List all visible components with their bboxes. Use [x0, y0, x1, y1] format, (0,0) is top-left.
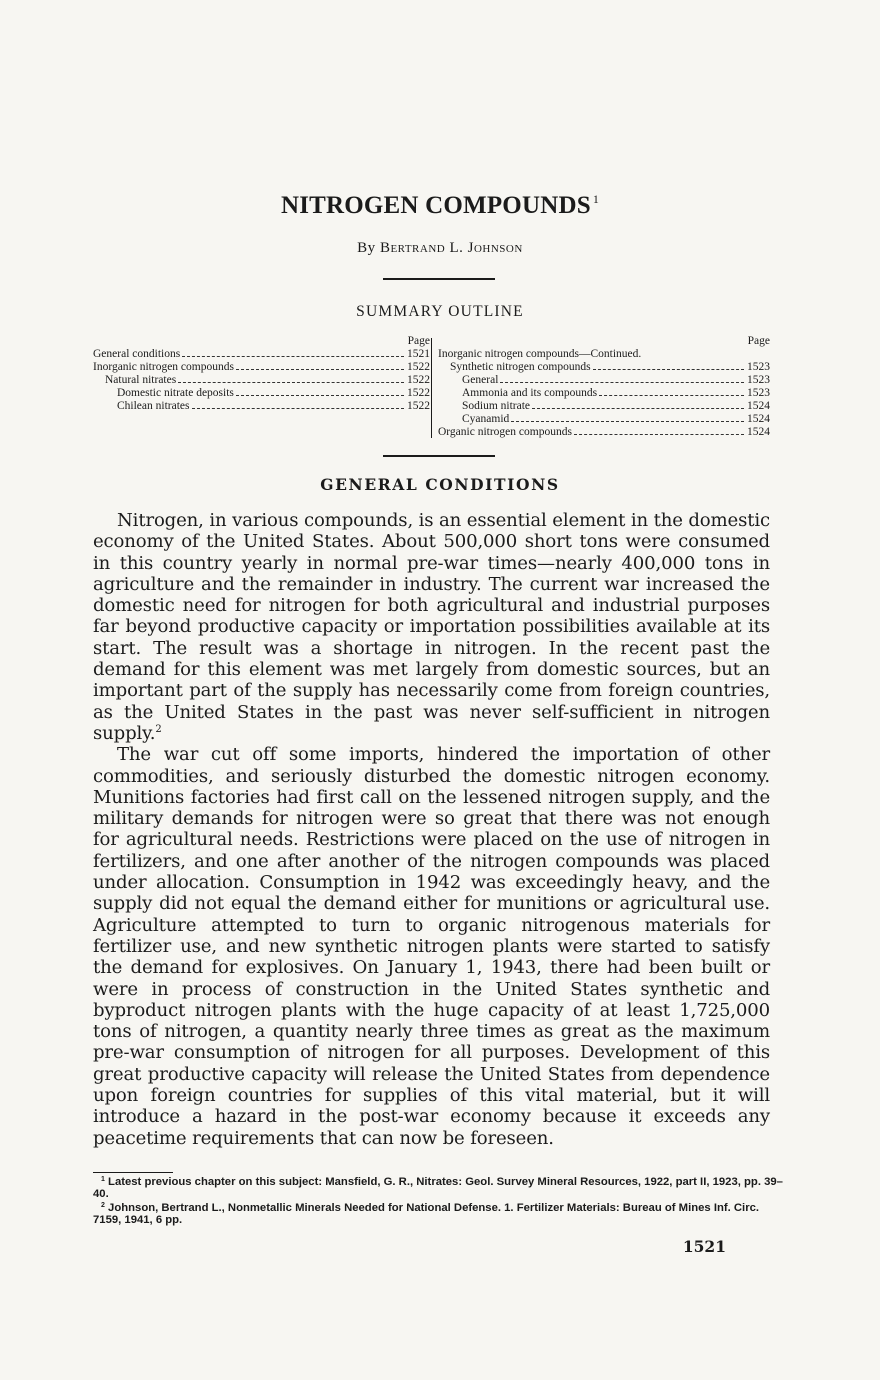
outline-column-divider: [431, 338, 432, 438]
leader-dots: [192, 408, 405, 409]
outline-entry: Chilean nitrates 1522: [117, 400, 430, 412]
byline: [0, 240, 880, 257]
title-footnote-marker: 1: [592, 192, 600, 206]
leader-dots: [593, 369, 744, 370]
outline-right-column: [438, 335, 770, 439]
leader-dots: [599, 395, 744, 396]
outline-entry: Organic nitrogen compounds 1524: [438, 426, 770, 438]
leader-dots: [178, 382, 404, 383]
outline-entry: Natural nitrates 1522: [105, 374, 430, 386]
outline-heading: SUMMARY OUTLINE: [356, 303, 524, 320]
footnote: $^2$ Johnson, Bertrand L., Nonmetallic Minerals Needed for National Defense. 1. Fertilizer Materials: Bureau of Mines Inf. Circ. 7159, 1941, 6 pp.: [93, 1202, 760, 1226]
paragraph: The war cut off some imports, hindered the importation of other commodities, and seriously disturbed the domestic nitrogen economy. Munitions factories had first call on the lessened nitrogen supply, and the military demands for nitrogen were so great that there was not enough for agricultural needs. Restrictions were placed on the use of nitrogen in fertilizers, and one after another of the nitrogen compounds was placed under allocation. Consumption in 1942 was exceedingly heavy, and the supply did not equal the demand either for munitions or agricultural use. Agriculture attempted to turn to organic nitrogenous materials for fertilizer use, and new synthetic nitrogen plants were started to satisfy the demand for explosives. On January 1, 1943, there had been built or were in process of construction in the United States synthetic and byproduct nitrogen plants with the huge capacity of at least 1,725,000 tons of nitrogen, a quantity nearly three times as great as the maximum pre-war consumption of nitrogen for all purposes. Development of this great productive capacity will release the United States from dependence upon foreign countries for supplies of this vital material, but it will introduce a hazard in the post-war economy because it exceeds any peacetime requirements that can now be foreseen.: [93, 744, 770, 1149]
leader-dots: [511, 421, 744, 422]
divider-top: [383, 278, 495, 280]
leader-dots: [236, 395, 404, 396]
outline-entry: Sodium nitrate 1524: [462, 400, 770, 412]
outline-entry: Ammonia and its compounds 1523: [462, 387, 770, 399]
author-name: Bertrand L. Johnson: [379, 240, 523, 256]
outline-continued: Inorganic nitrogen compounds—Continued.: [438, 348, 642, 360]
outline-entry: General conditions 1521: [93, 348, 430, 360]
page-number: 1521: [682, 1237, 726, 1256]
title-text: NITROGEN COMPOUNDS: [280, 192, 591, 219]
section-body: [93, 510, 770, 1149]
footnotes: [93, 1174, 783, 1226]
divider-middle: [383, 455, 495, 457]
byline-prefix: By: [357, 240, 376, 256]
footnote: $^1$ Latest previous chapter on this subject: Mansfield, G. R., Nitrates: Geol. Survey Mineral Resources, 1922, part II, 1923, pp. 39–40.: [93, 1176, 783, 1200]
outline-entry: General 1523: [462, 374, 770, 386]
paragraph: Nitrogen, in various compounds, is an essential element in the domestic economy of the United States. About 500,000 short tons were consumed in this country yearly in normal pre-war times—nearly 400,000 tons in agriculture and the remainder in industry. The current war increased the domestic need for nitrogen for both agricultural and industrial purposes far beyond productive capacity or importation possibilities available at its start. The result was a shortage in nitrogen. In the recent past the demand for this element was met largely from domestic sources, but an important part of the supply has necessarily come from foreign countries, as the United States in the past was never self-sufficient in nitrogen supply.$^2$: [93, 510, 770, 744]
outline-entry: Inorganic nitrogen compounds 1522: [93, 361, 430, 373]
footnote-rule: [93, 1172, 173, 1173]
page-title: [0, 192, 880, 220]
leader-dots: [500, 382, 744, 383]
page-column-label: Page: [407, 335, 430, 347]
leader-dots: [574, 434, 744, 435]
leader-dots: [182, 356, 404, 357]
outline-left-column: [93, 335, 430, 413]
page-column-label: Page: [747, 335, 770, 347]
section-heading: GENERAL CONDITIONS: [320, 475, 560, 494]
leader-dots: [236, 369, 404, 370]
outline-entry: Domestic nitrate deposits 1522: [117, 387, 430, 399]
footnote-marker: 2: [155, 723, 162, 735]
leader-dots: [532, 408, 744, 409]
outline-entry: Cyanamid 1524: [462, 413, 770, 425]
outline-entry: Synthetic nitrogen compounds 1523: [450, 361, 770, 373]
